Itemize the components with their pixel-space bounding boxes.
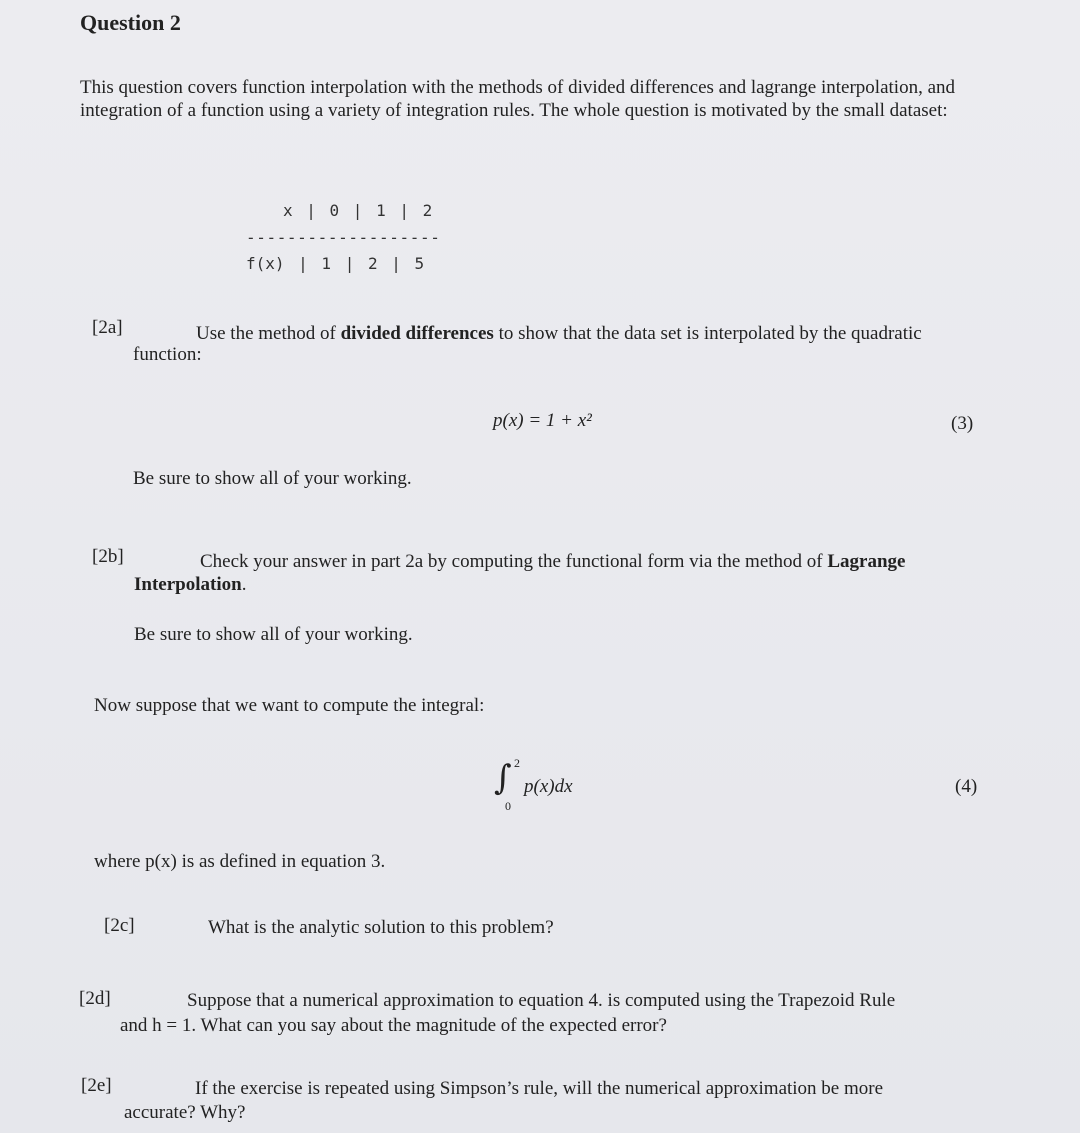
q2b-label: [2b] bbox=[92, 546, 124, 567]
equation-4-number: (4) bbox=[955, 776, 978, 797]
q2a-note: Be sure to show all of your working. bbox=[133, 468, 412, 489]
q2e-line1: If the exercise is repeated using Simpson’s rule, will the numerical approximation be more bbox=[195, 1078, 884, 1099]
q2b-note: Be sure to show all of your working. bbox=[134, 624, 413, 645]
q2a-text: Use the method of divided differences to show that the data set is interpolated by the quadratic bbox=[196, 323, 922, 344]
q2e-label: [2e] bbox=[81, 1075, 112, 1096]
integral-lower-limit: 0 bbox=[505, 799, 511, 813]
integral-upper-limit: 2 bbox=[514, 756, 520, 770]
table-rule: ------------------- bbox=[246, 228, 441, 247]
q2b-continuation: Interpolation. bbox=[134, 574, 247, 595]
q2b-bold-interpolation: Interpolation bbox=[134, 574, 242, 595]
q2a-bold-term: divided differences bbox=[340, 323, 494, 344]
equation-3: p(x) = 1 + x² bbox=[493, 410, 592, 431]
q2a-label: [2a] bbox=[92, 317, 123, 338]
equation-3-number: (3) bbox=[951, 413, 974, 434]
q2b-text: Check your answer in part 2a by computing the functional form via the method of Lagrange bbox=[200, 551, 906, 572]
q2a-continuation: function: bbox=[133, 344, 202, 365]
integral-sign-icon: ∫ bbox=[494, 758, 512, 798]
integrand: p(x)dx bbox=[524, 776, 573, 797]
question-title: Question 2 bbox=[80, 10, 181, 35]
q2d-line1: Suppose that a numerical approximation to equation 4. is computed using the Trapezoid Rule bbox=[187, 990, 896, 1011]
q2b-bold-lagrange: Lagrange bbox=[827, 551, 906, 572]
intro-paragraph: This question covers function interpolation with the methods of divided differences and lagrange interpolation, and integration of a function using a variety of integration rules. The whole question is motivated by the small dataset: bbox=[80, 77, 956, 121]
q2c-label: [2c] bbox=[104, 915, 135, 936]
where-text: where p(x) is as defined in equation 3. bbox=[94, 851, 386, 872]
table-data-row: f(x) | 1 | 2 | 5 bbox=[246, 254, 425, 273]
q2d-line2: and h = 1. What can you say about the magnitude of the expected error? bbox=[120, 1015, 667, 1036]
q2e-line2: accurate? Why? bbox=[124, 1102, 246, 1123]
q2c-text: What is the analytic solution to this problem? bbox=[208, 917, 554, 938]
table-header-row: x | 0 | 1 | 2 bbox=[283, 201, 433, 220]
integral-intro: Now suppose that we want to compute the integral: bbox=[94, 695, 485, 716]
q2d-label: [2d] bbox=[79, 988, 111, 1009]
